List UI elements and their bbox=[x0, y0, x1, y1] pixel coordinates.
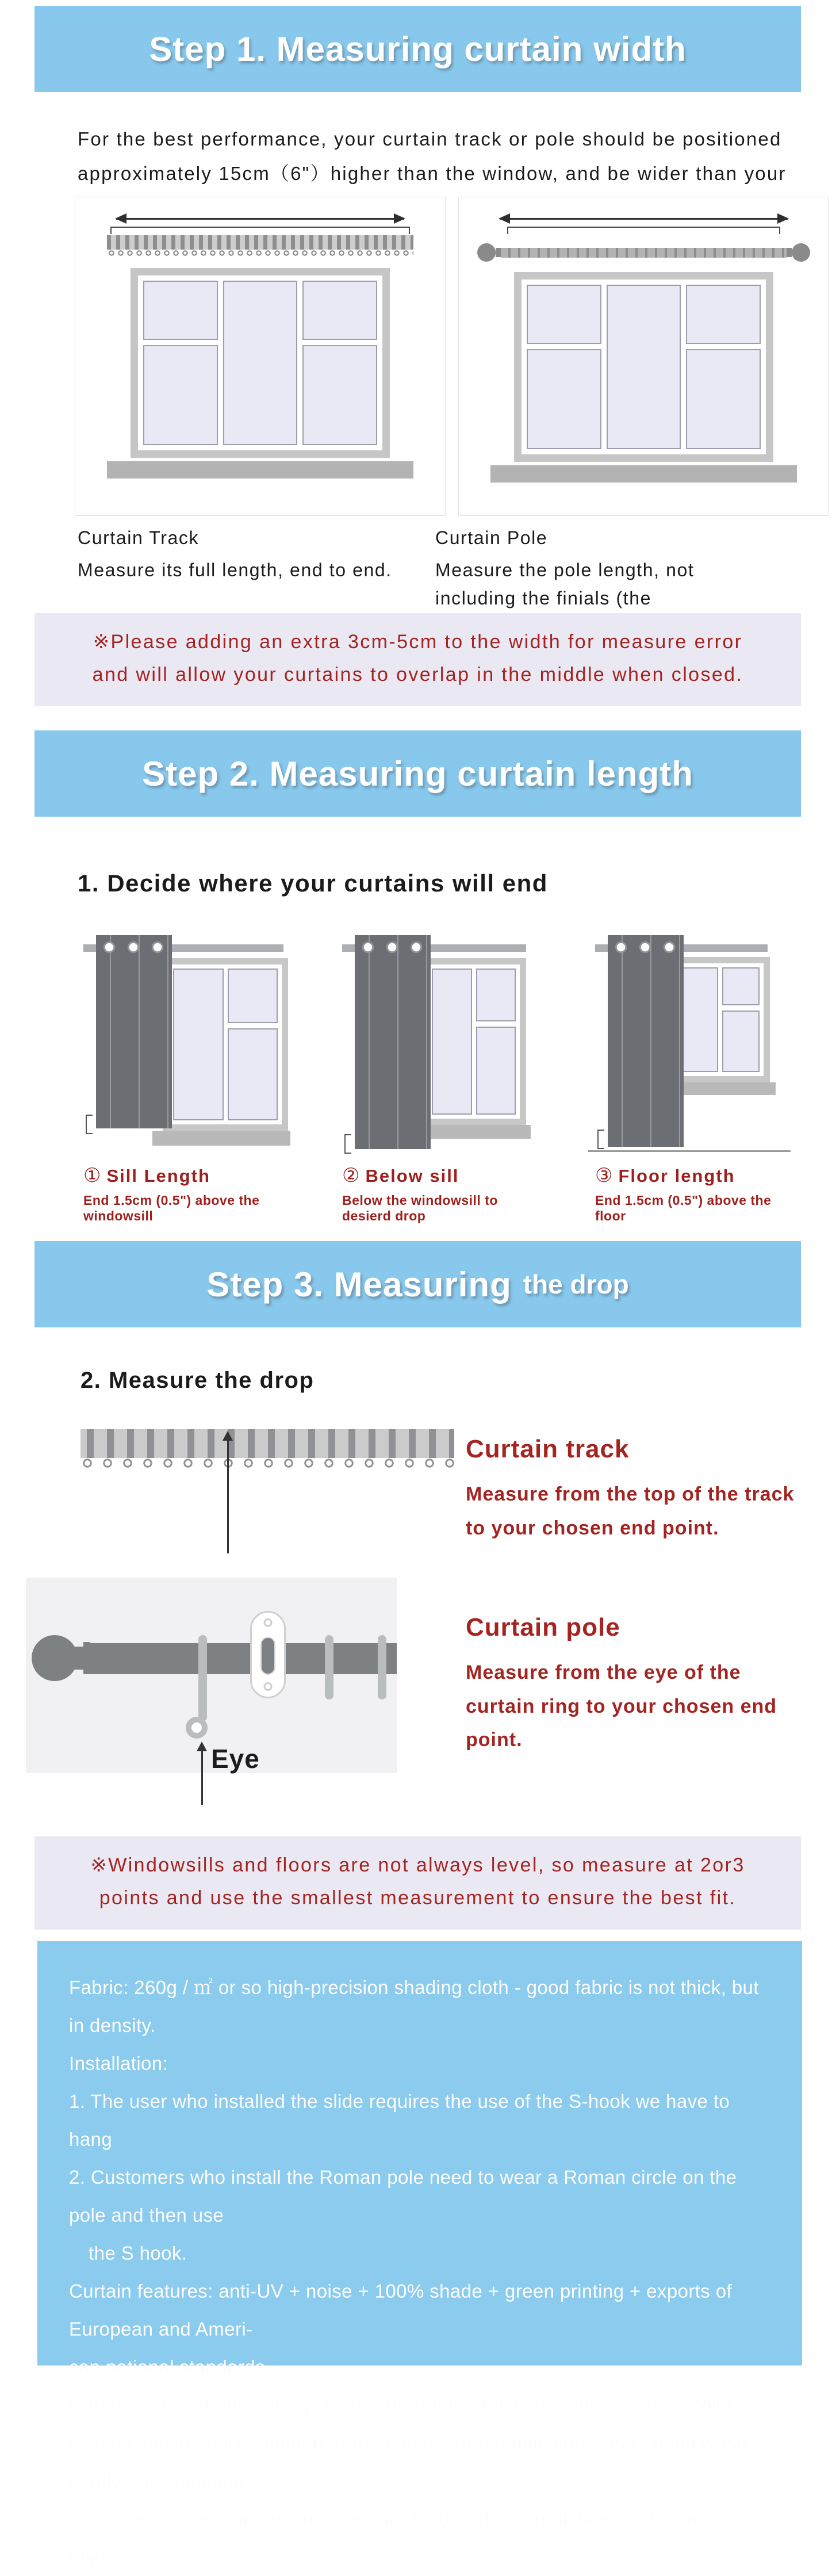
curtain-pole-title: Curtain pole bbox=[466, 1613, 620, 1642]
step2-banner bbox=[34, 730, 801, 817]
curtain-track-caption bbox=[78, 524, 435, 613]
option-number: ① bbox=[83, 1165, 101, 1187]
pole-rod bbox=[90, 1643, 397, 1674]
window-right-column bbox=[476, 969, 516, 1115]
bracket-screw-hole bbox=[264, 1618, 273, 1627]
window-pane bbox=[527, 349, 601, 449]
floor-length-caption bbox=[595, 1164, 773, 1224]
option-desc: End 1.5cm (0.5") above the floor bbox=[595, 1193, 772, 1224]
window-left-column bbox=[432, 969, 472, 1115]
curtain-panel bbox=[608, 935, 684, 1147]
width-measure-notice bbox=[34, 613, 801, 706]
window-illustration bbox=[514, 272, 773, 462]
window-pane bbox=[686, 349, 760, 449]
step3-banner bbox=[34, 1241, 801, 1327]
track-hooks-icon bbox=[107, 250, 414, 258]
below-sill-illustration bbox=[342, 925, 526, 1155]
up-arrow-icon bbox=[227, 1440, 229, 1553]
info-features: Curtain features: anti-UV + noise + 100% shade + green printing + exports of European and Ameri- bbox=[69, 2280, 733, 2340]
curtain-track-text bbox=[466, 1435, 799, 1545]
step1-intro-line2: approximately 15cm（6"）higher than the window, and be wider than your bbox=[78, 163, 787, 185]
window-right-column bbox=[686, 285, 760, 449]
width-arrow-icon bbox=[116, 218, 405, 220]
finial-icon bbox=[477, 243, 496, 262]
window-right-column bbox=[302, 281, 377, 445]
step1-captions bbox=[78, 524, 832, 613]
option-title: Below sill bbox=[365, 1166, 459, 1186]
window-pane bbox=[607, 285, 681, 449]
ring-eye-icon bbox=[186, 1717, 208, 1739]
option-title: Sill Length bbox=[106, 1166, 210, 1186]
windowsill bbox=[152, 1131, 290, 1146]
window-pane bbox=[432, 969, 472, 1115]
eye-label: Eye bbox=[211, 1744, 260, 1774]
measure-track-diagram bbox=[0, 1417, 832, 1555]
option-sill-length bbox=[83, 925, 290, 1224]
option-desc: End 1.5cm (0.5") above the windowsill bbox=[83, 1193, 260, 1224]
window-pane bbox=[143, 345, 217, 445]
window-right-column bbox=[228, 969, 278, 1120]
option-below-sill bbox=[342, 925, 526, 1224]
window-pane bbox=[680, 967, 718, 1072]
finial-stem bbox=[74, 1647, 83, 1670]
curtain-pole-caption-title: Curtain Pole bbox=[435, 527, 548, 549]
window-illustration bbox=[670, 957, 770, 1082]
window-pane bbox=[302, 345, 377, 445]
floor-length-illustration bbox=[595, 925, 773, 1155]
finial-icon bbox=[792, 243, 810, 262]
curtain-pole-desc: Measure from the eye of the curtain ring to your chosen end point. bbox=[466, 1662, 777, 1751]
step3-banner-title: Step 3. Measuring bbox=[206, 1265, 512, 1304]
curtain-panel bbox=[355, 935, 431, 1149]
window-pane bbox=[722, 1011, 760, 1072]
curtain-track-illustration bbox=[107, 235, 414, 250]
step1-intro-paragraph bbox=[78, 122, 832, 191]
curtain-track-diagram bbox=[75, 197, 446, 516]
notice1-line2: and will allow your curtains to overlap in the middle when closed. bbox=[92, 663, 743, 686]
window-left-column bbox=[680, 967, 718, 1072]
curtain-track-title: Curtain track bbox=[466, 1435, 630, 1464]
info-use: Curtain Use: School - Living Room - Bedroom - Kitchen - Office - Hotel - Villa. bbox=[69, 2394, 737, 2416]
info-install-2b: the S hook. bbox=[89, 2242, 187, 2264]
width-arrow-icon bbox=[500, 218, 788, 220]
track-hooks-icon bbox=[80, 1458, 454, 1471]
sill-length-illustration bbox=[83, 925, 290, 1155]
window-illustration bbox=[131, 268, 389, 458]
pole-rod bbox=[501, 248, 787, 258]
curtain-pole-caption-line1: Measure the pole length, not bbox=[435, 559, 695, 580]
window-pane bbox=[228, 1028, 278, 1120]
step3-heading: 2. Measure the drop bbox=[80, 1368, 315, 1394]
measure-bracket bbox=[110, 227, 410, 234]
finial-stem bbox=[496, 248, 501, 257]
curtain-pole-illustration bbox=[477, 243, 810, 262]
finial-stem bbox=[787, 248, 792, 257]
floor-line bbox=[588, 1150, 791, 1152]
finial-icon bbox=[32, 1635, 78, 1681]
window-pane bbox=[476, 1027, 516, 1115]
window-center-column bbox=[223, 281, 297, 445]
option-floor-length bbox=[595, 925, 773, 1224]
curtain-pole-diagram bbox=[458, 197, 829, 516]
curtain-track-illustration bbox=[80, 1429, 454, 1458]
curtain-ring bbox=[325, 1635, 333, 1700]
notice1-line1: ※Please adding an extra 3cm-5cm to the width for measure error bbox=[93, 630, 743, 653]
window-left-column bbox=[527, 285, 601, 449]
measure-pole-diagram bbox=[0, 1578, 832, 1779]
window-pane bbox=[228, 969, 278, 1023]
bracket-slot bbox=[260, 1637, 275, 1675]
below-sill-caption bbox=[342, 1164, 526, 1224]
window-left-column bbox=[173, 969, 224, 1120]
window-pane bbox=[302, 281, 377, 340]
window-left-column bbox=[143, 281, 217, 445]
notice2-line1: ※Windowsills and floors are not always level, so measure at 2or3 bbox=[90, 1854, 745, 1877]
curtain-pole-caption bbox=[435, 524, 780, 613]
info-maintenance: Curtain maintenance: support at room temperature machine wash - hand wash gently - dry cleaning bbox=[69, 2432, 747, 2492]
finial-collar bbox=[83, 1642, 90, 1674]
sill-length-caption bbox=[83, 1164, 290, 1224]
info-install-2: 2. Customers who install the Roman pole need to wear a Roman circle on the pole and then use bbox=[69, 2167, 737, 2226]
step1-banner-title: Step 1. Measuring curtain width bbox=[149, 29, 687, 68]
eye-arrow-icon bbox=[201, 1750, 203, 1805]
curtain-track-desc: Measure from the top of the track to your chosen end point. bbox=[466, 1483, 795, 1539]
window-pane bbox=[527, 285, 601, 344]
option-title: Floor length bbox=[618, 1166, 735, 1186]
step1-diagrams bbox=[75, 197, 832, 516]
window-pane bbox=[476, 969, 516, 1021]
window-pane bbox=[173, 969, 224, 1120]
info-fabric: Fabric: 260g / ㎡ or so high-precision shading cloth - good fabric is not thick, but in density. bbox=[69, 1977, 759, 2037]
info-install-1: 1. The user who installed the slide requires the use of the S-hook we have to hang bbox=[69, 2091, 730, 2150]
step2-heading: 1. Decide where your curtains will end bbox=[78, 870, 548, 897]
end-point-mark bbox=[86, 1115, 93, 1134]
curtain-track-caption-body: Measure its full length, end to end. bbox=[78, 559, 392, 580]
window-right-column bbox=[722, 967, 760, 1072]
option-number: ② bbox=[342, 1165, 360, 1187]
curtain-pole-text bbox=[466, 1613, 788, 1756]
step1-banner bbox=[34, 6, 801, 92]
end-point-mark bbox=[597, 1130, 604, 1149]
option-desc: Below the windowsill to desierd drop bbox=[342, 1193, 498, 1224]
info-features-2: can national standards. bbox=[69, 2356, 271, 2378]
windowsill bbox=[490, 465, 798, 483]
info-maintenance-2: - medium temperature ironing - can not be bleached - prohibited with sharp objects wash. bbox=[69, 2508, 715, 2568]
info-installation: Installation: bbox=[69, 2053, 168, 2074]
window-pane bbox=[143, 281, 217, 340]
step3-banner-subtitle: the drop bbox=[523, 1269, 629, 1300]
window-illustration bbox=[421, 958, 526, 1125]
curtain-track-caption-title: Curtain Track bbox=[78, 527, 200, 549]
curtain-panel bbox=[96, 935, 172, 1128]
window-illustration bbox=[163, 958, 288, 1131]
pole-bracket bbox=[250, 1611, 286, 1698]
windowsill bbox=[107, 461, 414, 479]
window-pane bbox=[223, 281, 297, 445]
end-point-mark bbox=[344, 1134, 351, 1154]
notice2-line2: points and use the smallest measurement to ensure the best fit. bbox=[99, 1887, 737, 1909]
window-pane bbox=[686, 285, 760, 344]
pole-panel bbox=[26, 1578, 397, 1773]
level-measure-notice bbox=[34, 1836, 801, 1930]
window-center-column bbox=[607, 285, 681, 449]
measure-bracket bbox=[507, 227, 781, 234]
bracket-screw-hole bbox=[264, 1682, 273, 1691]
curtain-ring bbox=[378, 1635, 386, 1700]
curtain-pole-caption-line2: including the finials (the bbox=[435, 588, 652, 609]
option-number: ③ bbox=[595, 1165, 613, 1187]
curtain-length-options bbox=[83, 925, 832, 1224]
window-pane bbox=[722, 967, 760, 1005]
curtain-ring bbox=[198, 1635, 207, 1721]
product-info-section bbox=[37, 1941, 802, 2568]
step1-intro-line1: For the best performance, your curtain track or pole should be positioned bbox=[78, 128, 782, 150]
step2-banner-title: Step 2. Measuring curtain length bbox=[142, 754, 693, 793]
